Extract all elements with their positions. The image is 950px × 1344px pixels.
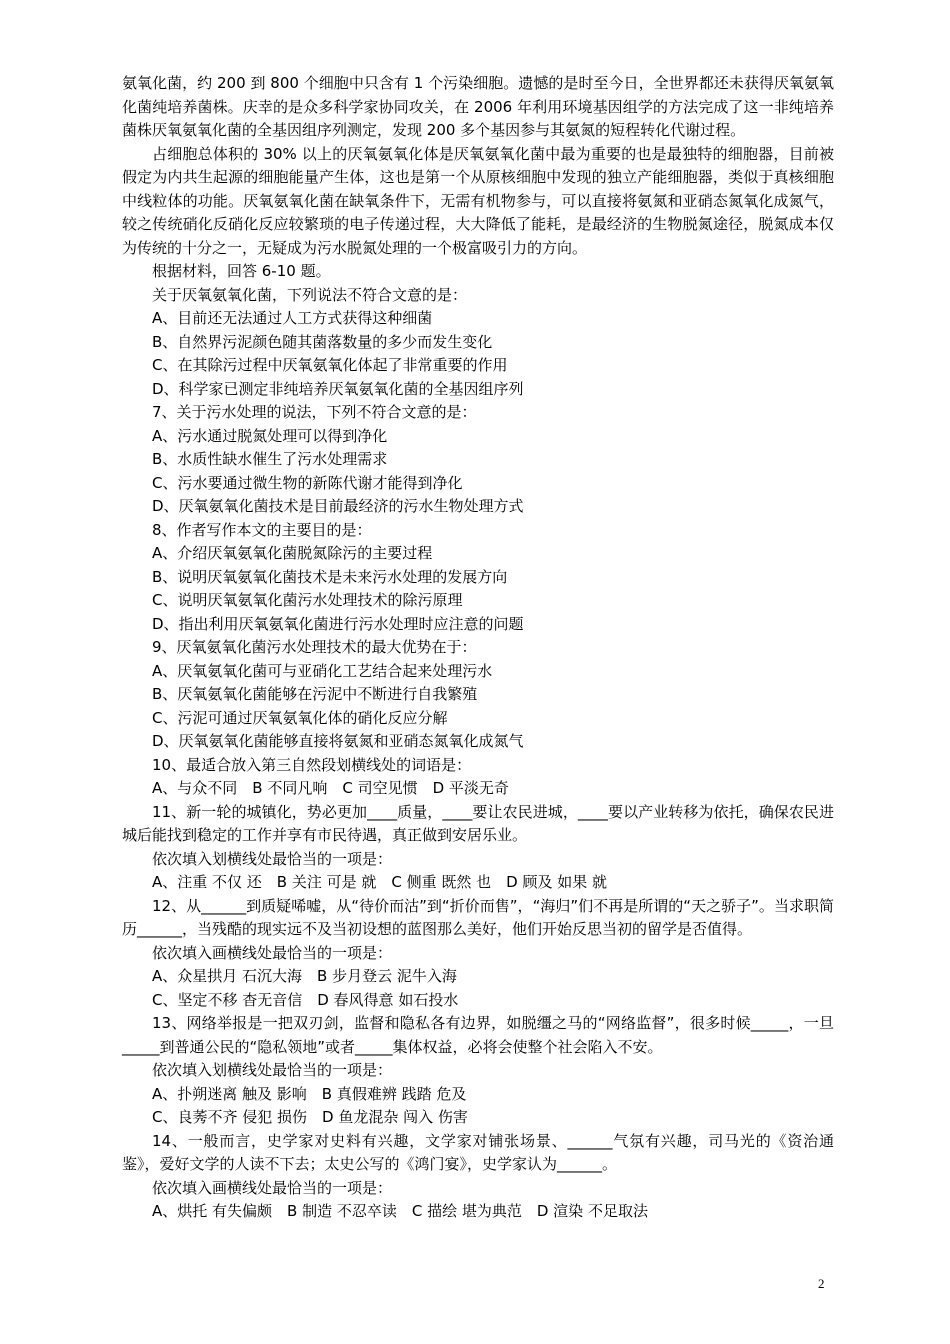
question-8-option-a: A、介绍厌氧氨氧化菌脱氮除污的主要过程: [152, 544, 433, 562]
page-content: [122, 72, 834, 1224]
question-12-options-ab: A、众星拱月 石沉大海 B 步月登云 泥牛入海: [152, 967, 457, 985]
question-10-stem: 10、最适合放入第三自然段划横线处的词语是：: [152, 755, 472, 774]
question-7-option-a: A、污水通过脱氮处理可以得到净化: [152, 426, 388, 445]
question-10-options: A、与众不同 B 不同凡响 C 司空见惯 D 平淡无奇: [152, 779, 509, 797]
question-8-option-d: D、指出利用厌氧氨氧化菌进行污水处理时应注意的问题: [152, 614, 524, 633]
question-7-stem: 7、关于污水处理的说法，下列不符合文意的是：: [152, 403, 477, 421]
question-13-prompt: 依次填入划横线处最恰当的一项是：: [152, 1061, 393, 1079]
question-13-options-ab: A、扑朔迷离 触及 影响 B 真假难辨 践踏 危及: [152, 1084, 467, 1103]
question-9-option-a: A、厌氧氨氧化菌可与亚硝化工艺结合起来处理污水: [152, 661, 493, 680]
question-8-option-b: B、说明厌氧氨氧化菌技术是未来污水处理的发展方向: [152, 567, 508, 586]
question-12-options-cd: C、坚定不移 杳无音信 D 春风得意 如石投水: [152, 990, 459, 1009]
question-8-stem: 8、作者写作本文的主要目的是：: [152, 520, 372, 539]
page-number: 2: [818, 1276, 825, 1291]
question-6-option-c: C、在其除污过程中厌氧氨氧化体起了非常重要的作用: [152, 356, 508, 374]
question-instruction: 根据材料，回答 6-10 题。: [152, 262, 331, 280]
question-13-options-cd: C、良莠不齐 侵犯 损伤 D 鱼龙混杂 闯入 伤害: [152, 1108, 468, 1126]
question-14-options: A、烘托 有失偏颇 B 制造 不忍卒读 C 描绘 堪为典范 D 渲染 不足取法: [152, 1202, 648, 1220]
question-11-options: A、注重 不仅 还 B 关注 可是 就 C 侧重 既然 也 D 顾及 如果 就: [152, 873, 608, 891]
question-9-option-c: C、污泥可通过厌氧氨氧化体的硝化反应分解: [152, 708, 448, 727]
question-7-option-b: B、水质性缺水催生了污水处理需求: [152, 450, 388, 468]
passage-paragraph: 占细胞总体积的 30% 以上的厌氧氨氧化体是厌氧氨氧化菌中最为重要的也是最独特的细胞器，目前被假定为内共生起源的细胞能量产生体，这也是第一个从原核细胞中发现的独立产能细胞器，类似于真核细胞中线粒体的功能。厌氧氨氧化菌在缺氧条件下，无需有机物参与，可以直接将氨氮和亚硝态氮氧化成氮气，较之传统硝化反硝化反应较繁琐的电子传递过程，大大降低了能耗，是最经济的生物脱氮途径，脱氮成本仅为传统的十分之一，无疑成为污水脱氮处理的一个极富吸引力的方向。: [122, 144, 834, 257]
question-7-option-d: D、厌氧氨氧化菌技术是目前最经济的污水生物处理方式: [152, 497, 524, 515]
question-11-prompt: 依次填入划横线处最恰当的一项是：: [152, 849, 393, 868]
question-6-stem: 关于厌氧氨氧化菌，下列说法不符合文意的是：: [152, 285, 468, 304]
question-6-option-b: B、自然界污泥颜色随其菌落数量的多少而发生变化: [152, 332, 493, 351]
question-14-prompt: 依次填入画横线处最恰当的一项是：: [152, 1178, 393, 1197]
question-9-option-d: D、厌氧氨氧化菌能够直接将氨氮和亚硝态氮氧化成氮气: [152, 732, 524, 750]
question-12-stem: 12、从______到质疑唏嘘，从“待价而沽”到“折价而售”，“海归”们不再是所谓的“天之骄子”。当求职简历______，当残酷的现实远不及当初设想的蓝图那么美好，他们开始反思当初的留学是否值得。: [122, 896, 834, 938]
passage-paragraph-continued: 氨氧化菌，约 200 到 800 个细胞中只含有 1 个污染细胞。遗憾的是时至今日，全世界都还未获得厌氧氨氧化菌纯培养菌株。庆幸的是众多科学家协同攻关，在 2006 年利用环境基因组学的方法完成了这一非纯培养菌株厌氧氨氧化菌的全基因组序列测定，发现 200 多个基因参与其氨氮的短程转化代谢过程。: [122, 74, 834, 139]
question-6-option-a: A、目前还无法通过人工方式获得这种细菌: [152, 309, 433, 327]
question-14-stem: 14、一般而言，史学家对史料有兴趣，文学家对铺张场景、______气氛有兴趣，司马光的《资治通鉴》，爱好文学的人读不下去；太史公写的《鸿门宴》，史学家认为______。: [122, 1131, 834, 1173]
question-13-stem: 13、网络举报是一把双刃剑，监督和隐私各有边界，如脱缰之马的“网络监督”，很多时候_____，一旦_____到普通公民的“隐私领地”或者_____集体权益，必将会使整个社会陷入不安。: [122, 1014, 834, 1056]
question-11-stem: 11、新一轮的城镇化，势必更加____质量，____要让农民进城，____要以产业转移为依托，确保农民进城后能找到稳定的工作并享有市民待遇，真正做到安居乐业。: [122, 802, 834, 844]
question-8-option-c: C、说明厌氧氨氧化菌污水处理技术的除污原理: [152, 591, 463, 609]
question-9-stem: 9、厌氧氨氧化菌污水处理技术的最大优势在于：: [152, 638, 477, 656]
question-9-option-b: B、厌氧氨氧化菌能够在污泥中不断进行自我繁殖: [152, 685, 478, 703]
question-12-prompt: 依次填入画横线处最恰当的一项是：: [152, 943, 393, 962]
question-6-option-d: D、科学家已测定非纯培养厌氧氨氧化菌的全基因组序列: [152, 379, 524, 398]
question-7-option-c: C、污水要通过微生物的新陈代谢才能得到净化: [152, 473, 463, 492]
